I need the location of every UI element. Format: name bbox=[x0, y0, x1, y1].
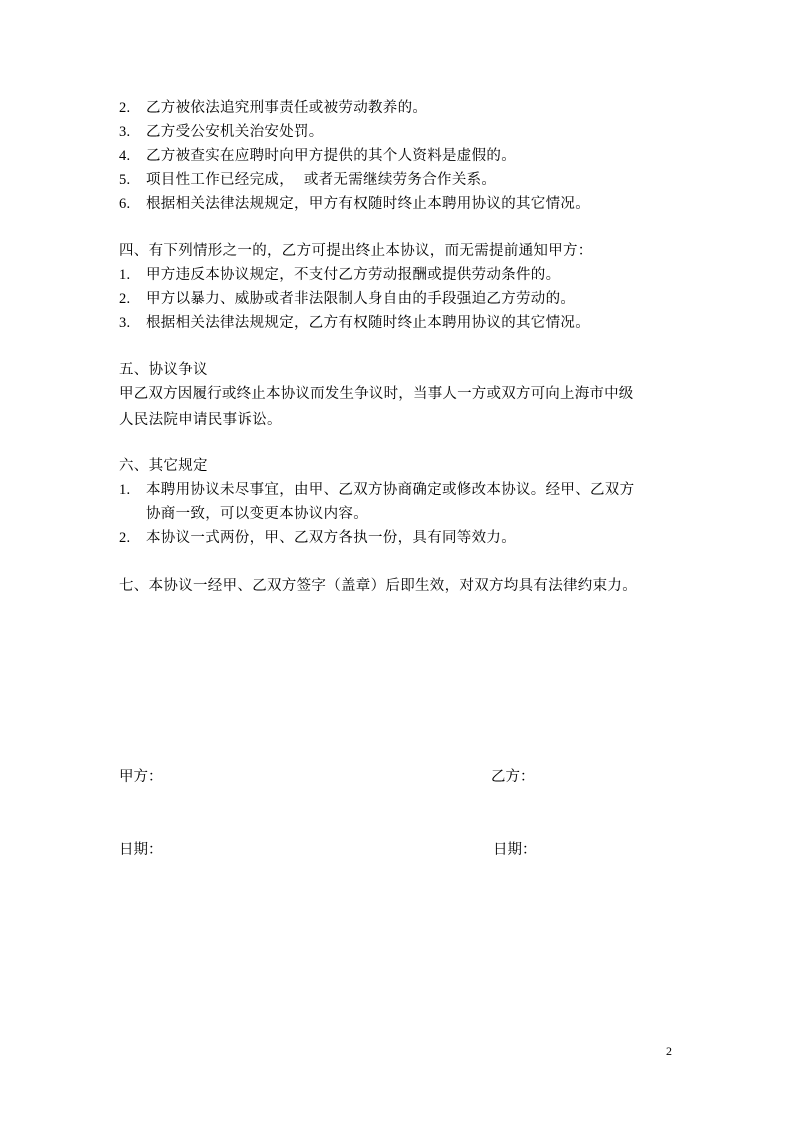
item-text: 本聘用协议未尽事宜，由甲、乙双方协商确定或修改本协议。经甲、乙双方 bbox=[146, 482, 635, 498]
list-item bbox=[119, 146, 516, 166]
list-item bbox=[119, 480, 634, 500]
list-item bbox=[119, 98, 427, 118]
item-number: 3. bbox=[119, 124, 131, 140]
item-text: 甲方以暴力、威胁或者非法限制人身自由的手段强迫乙方劳动的。 bbox=[146, 291, 576, 307]
list-item bbox=[119, 313, 590, 333]
item-number: 2. bbox=[119, 100, 131, 116]
list-item bbox=[119, 194, 590, 214]
list-item bbox=[119, 289, 575, 309]
list-item-continuation: 协商一致，可以变更本协议内容。 bbox=[146, 506, 368, 522]
paragraph-line: 甲乙双方因履行或终止本协议而发生争议时，当事人一方或双方可向上海市中级 bbox=[119, 386, 634, 402]
item-number: 2. bbox=[119, 530, 131, 546]
paragraph-line: 人民法院申请民事诉讼。 bbox=[119, 412, 282, 428]
item-number: 1. bbox=[119, 267, 131, 283]
date-b-label: 日期： bbox=[493, 842, 537, 858]
list-item bbox=[119, 528, 516, 548]
item-text: 根据相关法律法规规定，乙方有权随时终止本聘用协议的其它情况。 bbox=[146, 315, 590, 331]
page-number: 2 bbox=[666, 1044, 672, 1058]
item-text: 项目性工作已经完成， 或者无需继续劳务合作关系。 bbox=[146, 172, 497, 188]
list-item bbox=[119, 122, 324, 142]
date-a-label: 日期： bbox=[119, 842, 163, 858]
item-number: 2. bbox=[119, 291, 131, 307]
list-item bbox=[119, 170, 496, 190]
party-a-label: 甲方： bbox=[119, 769, 163, 785]
item-number: 3. bbox=[119, 315, 131, 331]
item-number: 5. bbox=[119, 172, 131, 188]
item-text: 乙方被查实在应聘时向甲方提供的其个人资料是虚假的。 bbox=[146, 148, 516, 164]
item-number: 4. bbox=[119, 148, 131, 164]
section-heading: 五、协议争议 bbox=[119, 362, 208, 378]
item-text: 乙方受公安机关治安处罚。 bbox=[146, 124, 324, 140]
list-item bbox=[119, 265, 560, 285]
item-number: 1. bbox=[119, 482, 131, 498]
section-heading: 四、有下列情形之一的，乙方可提出终止本协议，而无需提前通知甲方： bbox=[119, 243, 593, 259]
item-text: 本协议一式两份，甲、乙双方各执一份，具有同等效力。 bbox=[146, 530, 516, 546]
section-heading: 六、其它规定 bbox=[119, 458, 208, 474]
item-text: 乙方被依法追究刑事责任或被劳动教养的。 bbox=[146, 100, 428, 116]
item-text: 甲方违反本协议规定，不支付乙方劳动报酬或提供劳动条件的。 bbox=[146, 267, 561, 283]
item-text: 根据相关法律法规规定，甲方有权随时终止本聘用协议的其它情况。 bbox=[146, 196, 590, 212]
party-b-label: 乙方： bbox=[491, 769, 535, 785]
section-heading: 七、本协议一经甲、乙双方签字（盖章）后即生效，对双方均具有法律约束力。 bbox=[119, 578, 637, 594]
item-number: 6. bbox=[119, 196, 131, 212]
